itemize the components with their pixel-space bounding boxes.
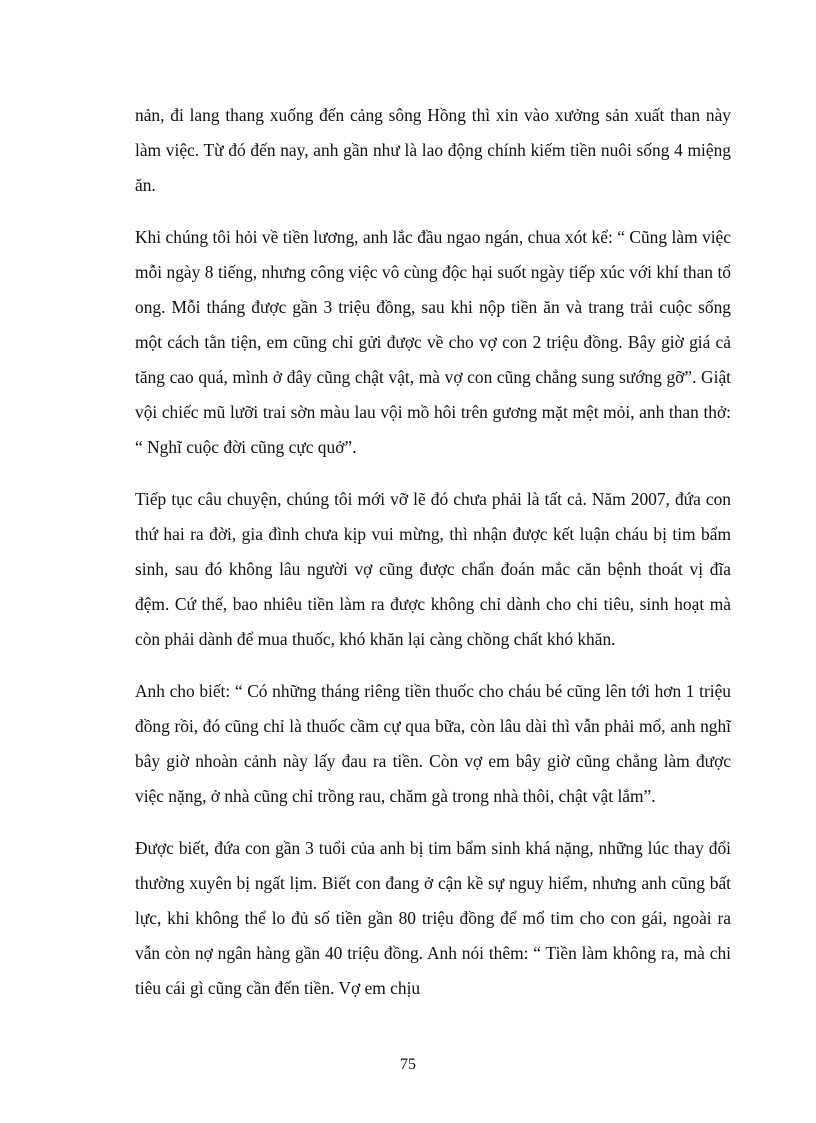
paragraph: Khi chúng tôi hỏi về tiền lương, anh lắc đầu ngao ngán, chua xót kể: “ Cũng làm việc mỗi ngày 8 tiếng, nhưng công việc vô cùng độc hại suốt ngày tiếp xúc với khí than tổ ong. Mỗi tháng được gần 3 triệu đồng, sau khi nộp tiền ăn và trang trải cuộc sống một cách tằn tiện, em cũng chỉ gửi được về cho vợ con 2 triệu đồng. Bây giờ giá cả tăng cao quá, mình ở đây cũng chật vật, mà vợ con cũng chẳng sung sướng gỡ”. Giật vội chiếc mũ lưỡi trai sờn màu lau vội mồ hôi trên gương mặt mệt mỏi, anh than thở: “ Nghĩ cuộc đời cũng cực quở”. bbox=[135, 227, 731, 457]
page-number: 75 bbox=[400, 1056, 416, 1073]
paragraph: nản, đi lang thang xuống đến cảng sông Hồng thì xin vào xưởng sản xuất than này làm việc. Từ đó đến nay, anh gần như là lao động chính kiếm tiền nuôi sống 4 miệng ăn. bbox=[135, 105, 731, 195]
body-text bbox=[135, 98, 731, 1023]
paragraph: Tiếp tục câu chuyện, chúng tôi mới vỡ lẽ đó chưa phải là tất cả. Năm 2007, đứa con thứ hai ra đời, gia đình chưa kịp vui mừng, thì nhận được kết luận cháu bị tim bẩm sinh, sau đó không lâu người vợ cũng được chẩn đoán mắc căn bệnh thoát vị đĩa đệm. Cứ thế, bao nhiêu tiền làm ra được không chỉ dành cho chi tiêu, sinh hoạt mà còn phải dành để mua thuốc, khó khăn lại càng chồng chất khó khăn. bbox=[135, 489, 731, 649]
paragraph: Được biết, đứa con gần 3 tuổi của anh bị tim bẩm sinh khá nặng, những lúc thay đổi thường xuyên bị ngất lịm. Biết con đang ở cận kề sự nguy hiểm, nhưng anh cũng bất lực, khi không thể lo đủ số tiền gần 80 triệu đồng để mổ tim cho con gái, ngoài ra vẫn còn nợ ngân hàng gần 40 triệu đồng. Anh nói thêm: “ Tiền làm không ra, mà chi tiêu cái gì cũng cần đến tiền. Vợ em chịu bbox=[135, 838, 731, 998]
paragraph: Anh cho biết: “ Có những tháng riêng tiền thuốc cho cháu bé cũng lên tới hơn 1 triệu đồng rồi, đó cũng chỉ là thuốc cầm cự qua bữa, còn lâu dài thì vẫn phải mổ, anh nghĩ bây giờ nhoàn cảnh này lấy đau ra tiền. Còn vợ em bây giờ cũng chẳng làm được việc nặng, ở nhà cũng chỉ trồng rau, chăm gà trong nhà thôi, chật vật lắm”. bbox=[135, 681, 731, 806]
